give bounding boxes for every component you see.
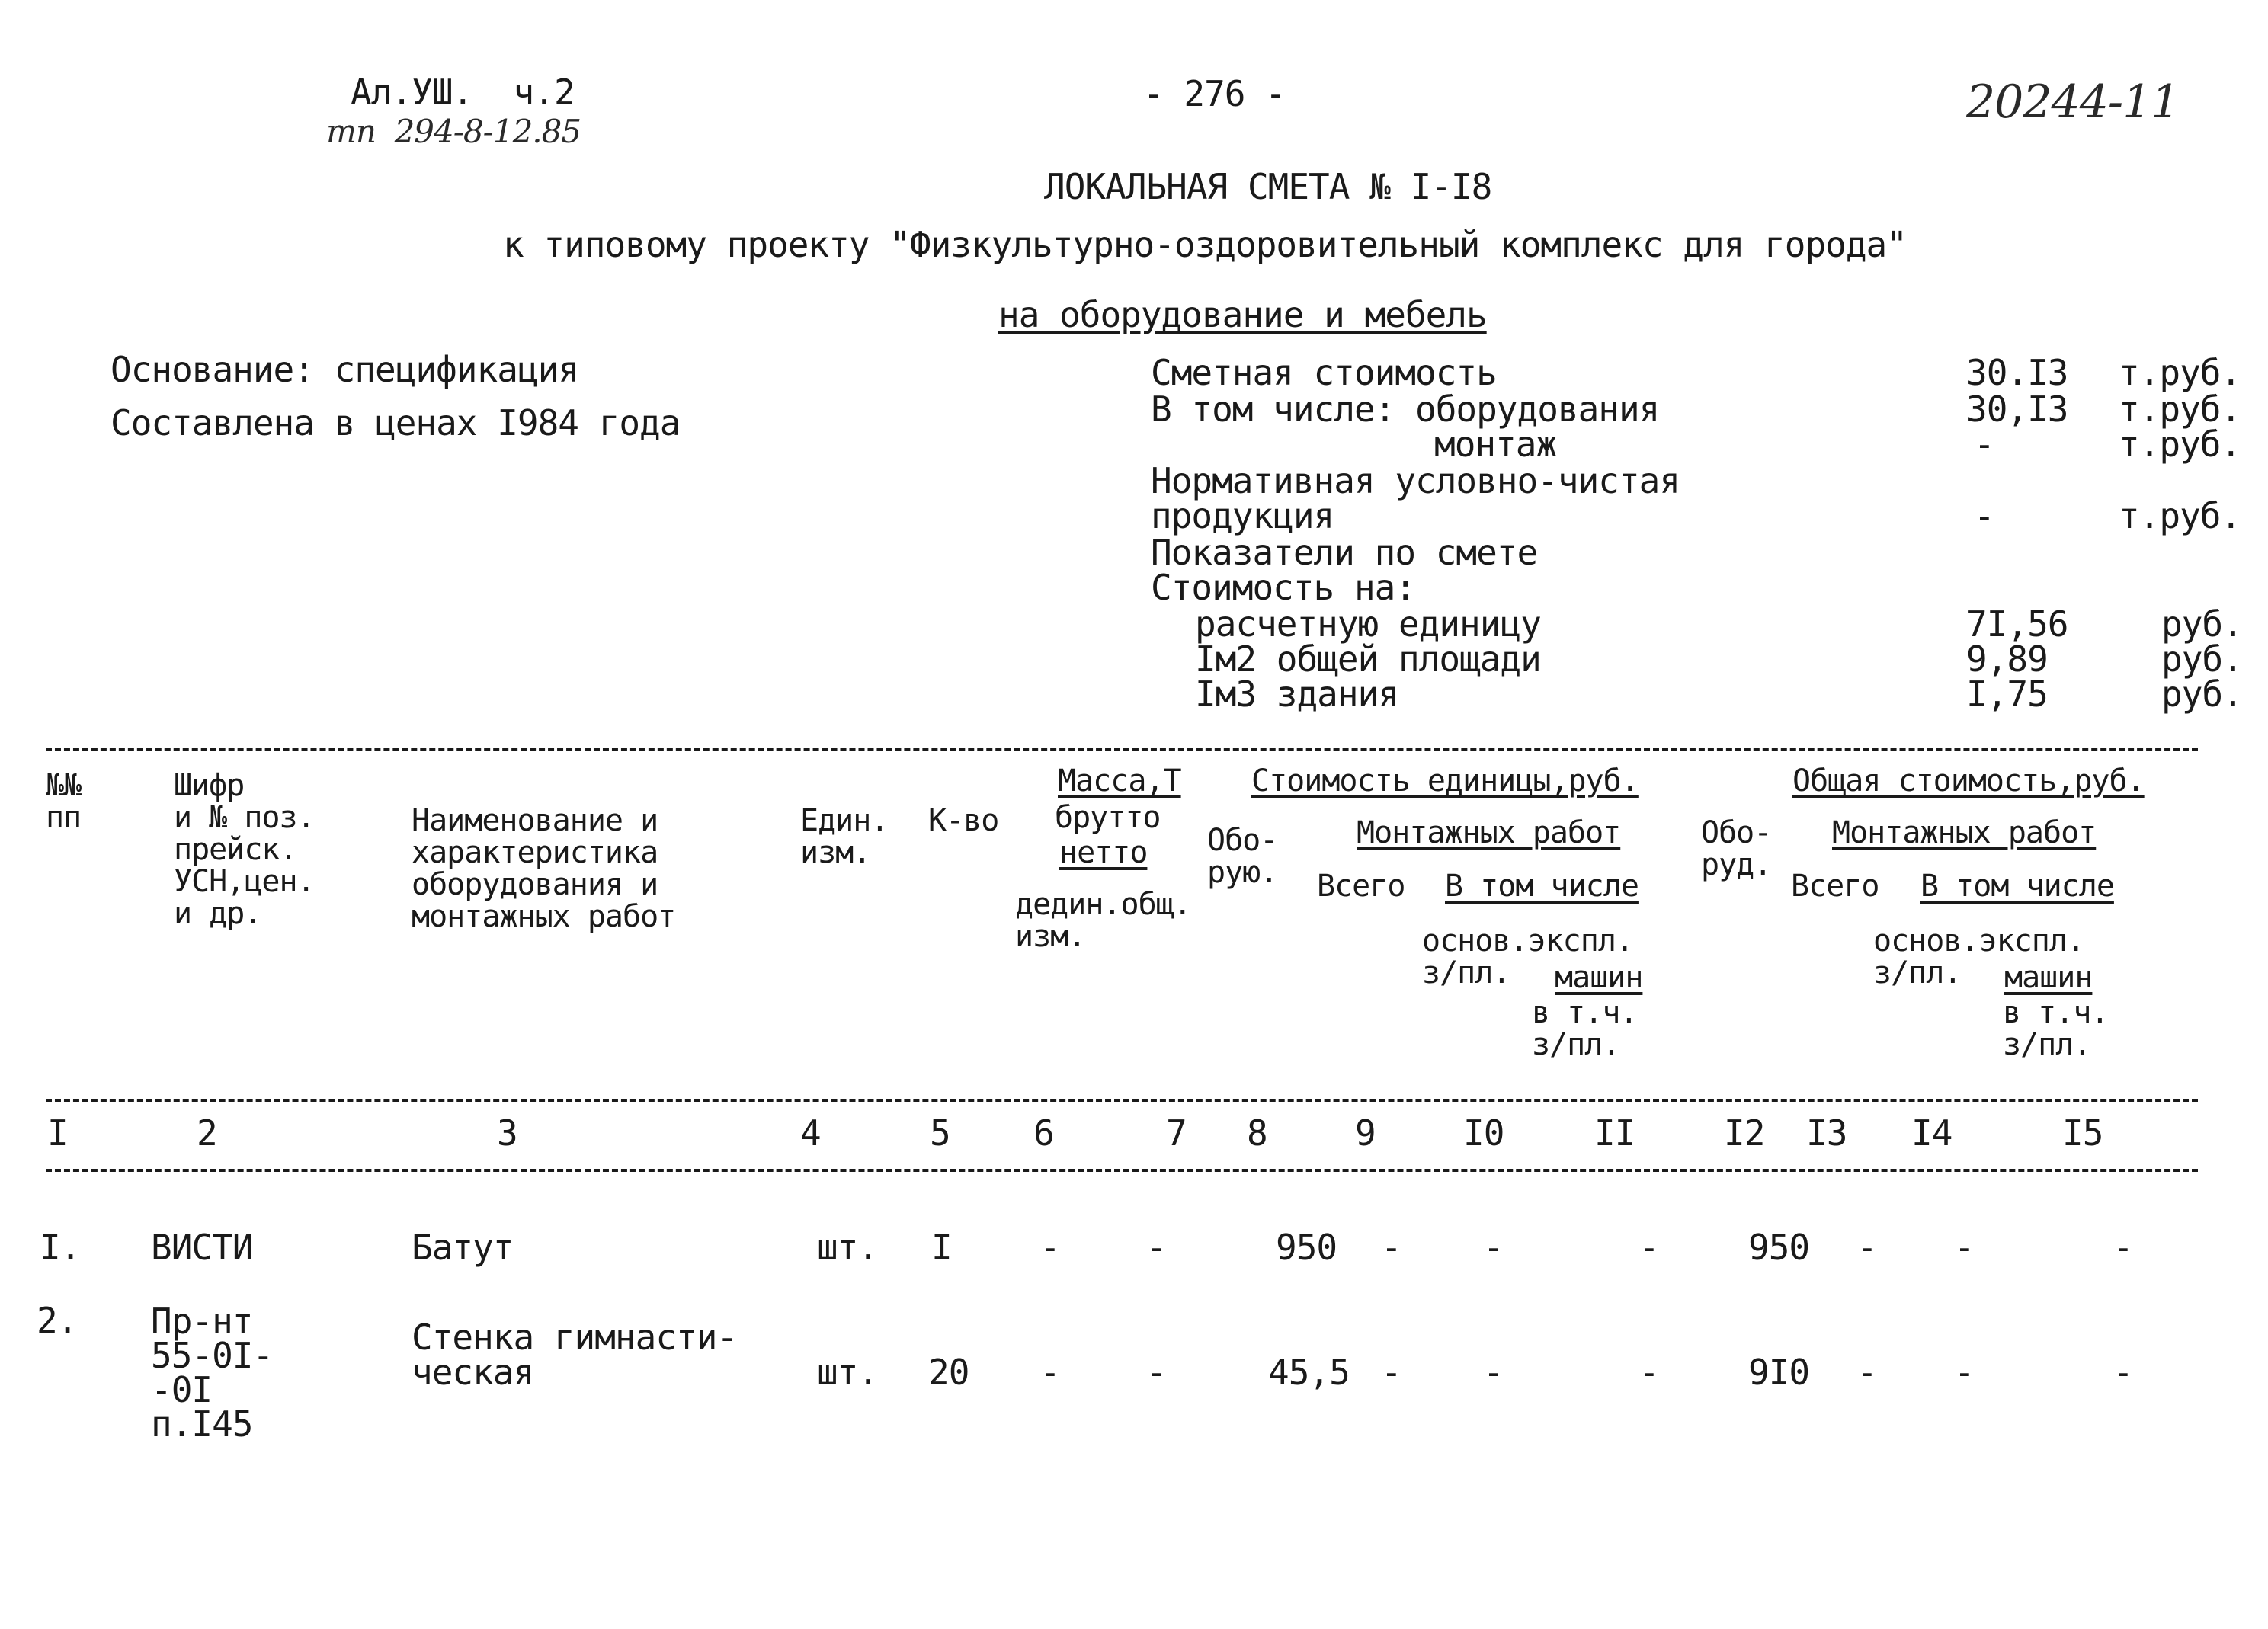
row-installation-total: - <box>1381 1227 1401 1268</box>
row-machines-sum: - <box>2113 1352 2133 1393</box>
header-netto: нетто <box>1059 835 1148 870</box>
column-number: 3 <box>497 1112 517 1154</box>
column-number: I5 <box>2062 1112 2103 1154</box>
column-number: 4 <box>800 1112 821 1154</box>
doc-reference: Ал.УШ. ч.2 <box>351 72 575 113</box>
column-number: II <box>1594 1112 1635 1154</box>
row-equipment-total: 9I0 <box>1748 1352 1810 1393</box>
header-installation: Монтажных работ <box>1357 815 1621 850</box>
summary-unit: руб. <box>2161 603 2243 645</box>
column-number: I4 <box>1911 1112 1952 1154</box>
document-scope: на оборудование и мебель <box>998 294 1487 335</box>
document-title: ЛОКАЛЬНАЯ СМЕТА № I-I8 <box>1044 166 1492 207</box>
row-wages: - <box>1483 1352 1504 1393</box>
document-subtitle: к типовому проекту "Физкультурно-оздоровительный комплекс для города" <box>503 224 1907 265</box>
row-wages-sum: - <box>1954 1352 1975 1393</box>
summary-value: 30,I3 <box>1966 389 2068 430</box>
row-number: I. <box>40 1227 81 1268</box>
header-including-sum: В том числе <box>1920 869 2114 904</box>
column-number: 8 <box>1247 1112 1267 1154</box>
row-quantity: 20 <box>928 1352 969 1393</box>
summary-label: расчетную единицу <box>1195 603 1541 645</box>
row-unit: шт. <box>817 1352 879 1393</box>
header-mass: Масса,Т <box>1058 763 1181 798</box>
summary-label: Iм2 общей площади <box>1195 638 1541 680</box>
column-number: I <box>47 1112 68 1154</box>
row-equipment-cost: 45,5 <box>1268 1352 1350 1393</box>
header-name: Наименование и характеристика оборудования и монтажных работ <box>412 803 676 934</box>
summary-label: монтаж <box>1434 424 1557 465</box>
summary-value: I,75 <box>1966 674 2048 715</box>
header-equipment-total: Обо- руд. <box>1701 815 1772 882</box>
basis-line: Основание: спецификация <box>111 349 578 390</box>
row-code: ВИСТИ <box>151 1227 253 1268</box>
row-installation-sum: - <box>1856 1227 1877 1268</box>
row-installation-sum: - <box>1856 1352 1877 1393</box>
summary-unit: т.руб. <box>2119 495 2241 536</box>
table-top-rule <box>46 748 2198 751</box>
header-mass-units: дедин.общ. изм. <box>1015 887 1191 954</box>
header-total-sum: Всего <box>1791 869 1879 904</box>
summary-value: - <box>1974 495 1994 536</box>
page-number: - 276 - <box>1143 73 1286 114</box>
summary-value: 30.I3 <box>1966 352 2068 393</box>
header-total-cost: Общая стоимость,руб. <box>1792 763 2145 798</box>
row-machines-sum: - <box>2113 1227 2133 1268</box>
row-mass-unit: - <box>1040 1227 1060 1268</box>
row-equipment-cost: 950 <box>1276 1227 1337 1268</box>
row-machines: - <box>1639 1227 1659 1268</box>
row-machines: - <box>1639 1352 1659 1393</box>
summary-value: 7I,56 <box>1966 603 2068 645</box>
prices-year-line: Составлена в ценах I984 года <box>111 402 681 443</box>
header-wages-sum: основ.экспл. з/пл. <box>1873 923 2084 991</box>
row-name: Батут <box>412 1227 514 1268</box>
header-bottom-rule <box>46 1099 2198 1102</box>
summary-label: Сметная стоимость <box>1151 352 1497 393</box>
header-quantity: К-во <box>928 803 999 838</box>
column-number: 2 <box>197 1112 217 1154</box>
header-code: Шифр и № поз. прейск. УСН,цен. и др. <box>174 768 315 931</box>
column-number: 6 <box>1033 1112 1054 1154</box>
summary-label: Стоимость на: <box>1151 567 1416 608</box>
row-wages: - <box>1483 1227 1504 1268</box>
row-mass-total: - <box>1146 1352 1167 1393</box>
row-mass-total: - <box>1146 1227 1167 1268</box>
column-number: 5 <box>930 1112 950 1154</box>
summary-unit: т.руб. <box>2119 424 2241 465</box>
header-wages: основ.экспл. з/пл. <box>1422 923 1633 991</box>
summary-label: Показатели по смете <box>1151 532 1538 573</box>
summary-unit: т.руб. <box>2119 352 2241 393</box>
summary-unit: руб. <box>2161 638 2243 680</box>
summary-unit: руб. <box>2161 674 2243 715</box>
summary-value: 9,89 <box>1966 638 2048 680</box>
summary-value: - <box>1974 424 1994 465</box>
summary-label: Iм3 здания <box>1195 674 1398 715</box>
header-including: В том числе <box>1445 869 1639 904</box>
header-equipment: Обо- рую. <box>1207 823 1278 890</box>
header-installation-total: Монтажных работ <box>1832 815 2097 850</box>
row-quantity: I <box>931 1227 952 1268</box>
header-unit-cost: Стоимость единицы,руб. <box>1251 763 1639 798</box>
row-unit: шт. <box>817 1227 879 1268</box>
column-number: I3 <box>1806 1112 1847 1154</box>
header-machines-wages-sum: в т.ч. з/пл. <box>2003 995 2109 1062</box>
row-mass-unit: - <box>1040 1352 1060 1393</box>
column-number: I0 <box>1463 1112 1504 1154</box>
row-equipment-total: 950 <box>1748 1227 1810 1268</box>
header-machines-sum: машин <box>2004 960 2093 995</box>
header-brutto: брутто <box>1055 800 1161 835</box>
column-number: 9 <box>1355 1112 1376 1154</box>
summary-label: Нормативная условно-чистая <box>1151 460 1680 501</box>
header-machines: машин <box>1555 960 1643 995</box>
archive-number: 20244-11 <box>1966 75 2180 129</box>
row-code: Пр-нт 55-0I- -0I п.I45 <box>151 1301 274 1445</box>
summary-label: В том числе: оборудования <box>1151 389 1660 430</box>
summary-unit: т.руб. <box>2119 389 2241 430</box>
column-numbers-rule <box>46 1169 2198 1172</box>
row-number: 2. <box>37 1300 78 1341</box>
project-number: тп 294-8-12.85 <box>326 113 581 150</box>
row-installation-total: - <box>1381 1352 1401 1393</box>
summary-label: продукция <box>1151 495 1334 536</box>
column-number: 7 <box>1166 1112 1187 1154</box>
header-row-number: №№ пп <box>46 768 82 835</box>
row-wages-sum: - <box>1954 1227 1975 1268</box>
header-unit: Един. изм. <box>800 803 889 870</box>
header-total: Всего <box>1317 869 1405 904</box>
column-number: I2 <box>1724 1112 1765 1154</box>
header-machines-wages: в т.ч. з/пл. <box>1532 995 1638 1062</box>
row-name: Стенка гимнасти- ческая <box>412 1317 738 1393</box>
